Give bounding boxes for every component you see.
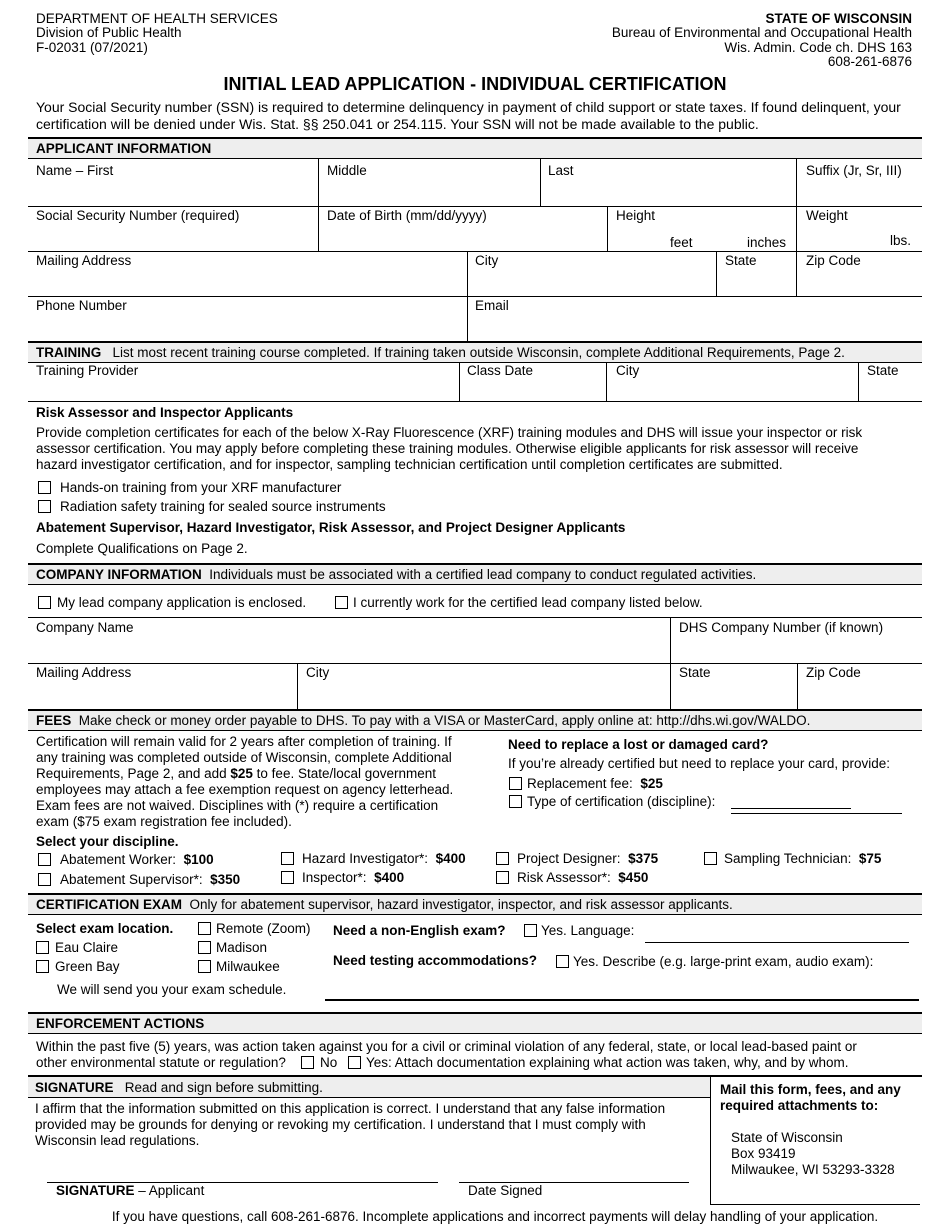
abatement-worker-label: Abatement Worker: $100 xyxy=(60,852,214,867)
qualifications-note: Complete Qualifications on Page 2. xyxy=(36,541,248,556)
radiation-safety-checkbox[interactable] xyxy=(38,500,51,513)
company-note: Individuals must be associated with a certified lead company to conduct regulated activities. xyxy=(209,567,757,582)
divider xyxy=(318,159,319,251)
replacement-fee-checkbox[interactable] xyxy=(509,777,522,790)
risk-inspector-para-line-3: hazard investigator certification, and for inspector, sampling technician certification until completion certificates are submitted. xyxy=(36,457,783,472)
replace-card-heading: Need to replace a lost or damaged card? xyxy=(508,737,769,752)
fees-heading: FEES xyxy=(36,713,72,728)
company-state-label: State xyxy=(679,665,711,680)
signature-note: Read and sign before submitting. xyxy=(124,1080,323,1095)
milwaukee-checkbox[interactable] xyxy=(198,960,211,973)
mail-heading-line-2: required attachments to: xyxy=(720,1098,879,1113)
abatement-supervisor-label: Abatement Supervisor*: $350 xyxy=(60,872,241,887)
applicant-section-header xyxy=(28,137,922,159)
accommodations-question: Need testing accommodations? xyxy=(333,953,538,968)
xrf-hands-on-label: Hands-on training from your XRF manufacturer xyxy=(60,480,342,495)
select-discipline-heading: Select your discipline. xyxy=(36,834,179,849)
certification-type-label: Type of certification (discipline): xyxy=(527,794,716,809)
currently-work-label: I currently work for the certified lead company listed below. xyxy=(353,595,703,610)
fees-para-line-2: any training was completed outside of Wisconsin, complete Additional xyxy=(36,750,452,765)
replacement-fee-label: Replacement fee: $25 xyxy=(527,776,663,791)
abatement-worker-checkbox[interactable] xyxy=(38,853,51,866)
enforcement-yes-checkbox[interactable] xyxy=(348,1056,361,1069)
admin-code: Wis. Admin. Code ch. DHS 163 xyxy=(724,40,912,55)
mail-address-line-3: Milwaukee, WI 53293-3328 xyxy=(731,1162,895,1177)
green-bay-label: Green Bay xyxy=(55,959,120,974)
eau-claire-checkbox[interactable] xyxy=(36,941,49,954)
department-name: DEPARTMENT OF HEALTH SERVICES xyxy=(36,11,278,26)
remote-zoom-label: Remote (Zoom) xyxy=(216,921,311,936)
divider xyxy=(716,251,717,296)
bureau-name: Bureau of Environmental and Occupational Health xyxy=(611,25,912,40)
training-heading: TRAINING xyxy=(36,345,102,360)
training-state-label: State xyxy=(867,363,899,378)
mail-address-line-2: Box 93419 xyxy=(731,1146,796,1161)
divider xyxy=(28,401,922,402)
company-name-label: Company Name xyxy=(36,620,134,635)
risk-inspector-heading: Risk Assessor and Inspector Applicants xyxy=(36,405,294,420)
divider xyxy=(28,251,922,252)
training-city-label: City xyxy=(616,363,640,378)
divider xyxy=(28,617,922,618)
feet-label: feet xyxy=(670,235,693,250)
exam-section-header xyxy=(28,893,922,915)
accommodations-yes-checkbox[interactable] xyxy=(556,955,569,968)
phone-label: Phone Number xyxy=(36,298,127,313)
first-name-label: Name – First xyxy=(36,163,114,178)
exam-note: Only for abatement supervisor, hazard investigator, inspector, and risk assessor applicants. xyxy=(189,897,733,912)
mail-address-line-1: State of Wisconsin xyxy=(731,1130,843,1145)
enforcement-section-header xyxy=(28,1012,922,1034)
state-label: State xyxy=(725,253,757,268)
company-zip-label: Zip Code xyxy=(806,665,861,680)
dhs-company-number-label: DHS Company Number (if known) xyxy=(679,620,884,635)
enforcement-heading: ENFORCEMENT ACTIONS xyxy=(36,1016,205,1031)
divider xyxy=(606,363,607,401)
header-phone: 608-261-6876 xyxy=(827,54,912,69)
risk-inspector-para-line-1: Provide completion certificates for each of the below X-Ray Fluorescence (XRF) training modules and DHS will issue your inspector or risk xyxy=(36,425,863,440)
last-name-label: Last xyxy=(548,163,574,178)
suffix-label: Suffix (Jr, Sr, III) xyxy=(806,163,902,178)
project-designer-checkbox[interactable] xyxy=(496,852,509,865)
enforcement-question-line-2: other environmental statute or regulation? xyxy=(36,1055,286,1070)
hazard-investigator-label: Hazard Investigator*: $400 xyxy=(302,851,466,866)
affirm-line-2: provided may be grounds for denying or revoking my certification. I understand that I must comply with xyxy=(35,1117,646,1132)
middle-name-label: Middle xyxy=(327,163,367,178)
company-application-enclosed-checkbox[interactable] xyxy=(38,596,51,609)
xrf-hands-on-checkbox[interactable] xyxy=(38,481,51,494)
signature-heading: SIGNATURE xyxy=(35,1080,114,1095)
currently-work-checkbox[interactable] xyxy=(335,596,348,609)
divider xyxy=(459,363,460,401)
divider xyxy=(710,1077,711,1204)
sampling-technician-label: Sampling Technician: $75 xyxy=(724,851,882,866)
fees-note: Make check or money order payable to DHS. To pay with a VISA or MasterCard, apply online at: http://dhs.wi.gov/WALDO. xyxy=(78,713,811,728)
fees-section-header xyxy=(28,709,922,731)
hazard-investigator-checkbox[interactable] xyxy=(281,852,294,865)
affirm-line-3: Wisconsin lead regulations. xyxy=(35,1133,200,1148)
mail-heading-line-1: Mail this form, fees, and any xyxy=(720,1082,901,1097)
replace-card-note: If you’re already certified but need to replace your card, provide: xyxy=(508,756,890,771)
green-bay-checkbox[interactable] xyxy=(36,960,49,973)
divider xyxy=(28,296,922,297)
fees-para-line-6: exam ($75 exam registration fee included). xyxy=(36,814,292,829)
outside-wi-fee: $25 xyxy=(230,766,253,781)
risk-assessor-label: Risk Assessor*: $450 xyxy=(517,870,649,885)
applicant-heading: APPLICANT INFORMATION xyxy=(36,141,212,156)
divider xyxy=(858,363,859,401)
ssn-notice-line-2: certification will be denied under Wis. Stat. §§ 250.041 or 254.115. Your SSN will not be made available to the public. xyxy=(36,116,759,132)
training-note: List most recent training course completed. If training taken outside Wisconsin, complete Additional Requirements, Page 2. xyxy=(112,345,845,360)
milwaukee-label: Milwaukee xyxy=(216,959,280,974)
city-label: City xyxy=(475,253,499,268)
divider xyxy=(297,663,298,709)
enforcement-no-label: No xyxy=(320,1055,338,1070)
remote-zoom-checkbox[interactable] xyxy=(198,922,211,935)
height-label: Height xyxy=(616,208,656,223)
replacement-fee-amount: $25 xyxy=(640,776,663,791)
accommodations-yes-label: Yes. Describe (e.g. large-print exam, audio exam): xyxy=(573,954,874,969)
divider xyxy=(28,206,922,207)
project-designer-label: Project Designer: $375 xyxy=(517,851,659,866)
certification-type-input[interactable] xyxy=(731,808,851,809)
company-mailing-label: Mailing Address xyxy=(36,665,132,680)
state-name: STATE OF WISCONSIN xyxy=(765,11,912,26)
divider xyxy=(796,159,797,296)
fees-para-line-4: employees may attach a fee exemption request on agency letterhead. xyxy=(36,782,454,797)
company-city-label: City xyxy=(306,665,330,680)
language-input[interactable] xyxy=(645,942,909,943)
eau-claire-label: Eau Claire xyxy=(55,940,119,955)
fees-para-line-1: Certification will remain valid for 2 years after completion of training. If xyxy=(36,734,452,749)
dob-label: Date of Birth (mm/dd/yyyy) xyxy=(327,208,487,223)
footer-note: If you have questions, call 608-261-6876. Incomplete applications and incorrect payments will delay handling of your application. xyxy=(111,1209,879,1224)
training-provider-label: Training Provider xyxy=(36,363,139,378)
non-english-question: Need a non-English exam? xyxy=(333,923,506,938)
divider xyxy=(607,206,608,251)
fees-para-line-3: Requirements, Page 2, and add $25 to fee. State/local government xyxy=(36,766,437,781)
exam-schedule-note: We will send you your exam schedule. xyxy=(57,982,287,997)
signature-applicant-label: SIGNATURE – Applicant xyxy=(56,1183,205,1198)
exam-location-heading: Select exam location. xyxy=(36,921,174,936)
company-section-header xyxy=(28,563,922,585)
email-label: Email xyxy=(475,298,509,313)
divider xyxy=(797,663,798,709)
company-application-enclosed-label: My lead company application is enclosed. xyxy=(57,595,307,610)
page-title: INITIAL LEAD APPLICATION - INDIVIDUAL CERTIFICATION xyxy=(223,74,727,94)
mailing-address-label: Mailing Address xyxy=(36,253,132,268)
madison-checkbox[interactable] xyxy=(198,941,211,954)
inspector-label: Inspector*: $400 xyxy=(302,870,405,885)
sampling-technician-checkbox[interactable] xyxy=(704,852,717,865)
weight-label: Weight xyxy=(806,208,848,223)
enforcement-question-line-1: Within the past five (5) years, was action taken against you for a civil or criminal violation of any federal, state, or local lead-based paint or xyxy=(36,1039,857,1054)
divider xyxy=(710,1204,920,1205)
madison-label: Madison xyxy=(216,940,268,955)
ssn-label: Social Security Number (required) xyxy=(36,208,240,223)
training-section-header xyxy=(28,341,922,363)
divider xyxy=(731,813,902,814)
abatement-supervisor-checkbox[interactable] xyxy=(38,873,51,886)
abatement-applicants-heading: Abatement Supervisor, Hazard Investigator, Risk Assessor, and Project Designer Applicants xyxy=(36,520,626,535)
enforcement-no-checkbox[interactable] xyxy=(301,1056,314,1069)
inches-label: inches xyxy=(747,235,787,250)
non-english-yes-checkbox[interactable] xyxy=(524,924,537,937)
divider xyxy=(540,159,541,206)
risk-inspector-para-line-2: assessor certification. You may apply before completing these training modules. Otherwise eligible applicants for risk assessor will receive xyxy=(36,441,859,456)
date-signed-label: Date Signed xyxy=(468,1183,543,1198)
inspector-checkbox[interactable] xyxy=(281,871,294,884)
non-english-yes-label: Yes. Language: xyxy=(541,923,635,938)
exam-heading: CERTIFICATION EXAM xyxy=(36,897,182,912)
risk-assessor-checkbox[interactable] xyxy=(496,871,509,884)
form-id: F-02031 (07/2021) xyxy=(36,40,148,55)
class-date-label: Class Date xyxy=(467,363,534,378)
fees-para-line-5: Exam fees are not waived. Disciplines with (*) require a certification xyxy=(36,798,439,813)
zip-label: Zip Code xyxy=(806,253,861,268)
company-heading: COMPANY INFORMATION xyxy=(36,567,202,582)
affirm-line-1: I affirm that the information submitted on this application is correct. I understand that any false information xyxy=(35,1101,666,1116)
certification-type-checkbox[interactable] xyxy=(509,795,522,808)
accommodations-input[interactable] xyxy=(325,999,919,1001)
divider xyxy=(28,663,922,664)
division-name: Division of Public Health xyxy=(36,25,182,40)
lbs-label: lbs. xyxy=(890,233,912,248)
enforcement-yes-label: Yes: Attach documentation explaining what action was taken, why, and by whom. xyxy=(366,1055,849,1070)
signature-section-header xyxy=(28,1077,710,1098)
ssn-notice-line-1: Your Social Security number (SSN) is required to determine delinquency in payment of child support or state taxes. If found delinquent, your xyxy=(36,99,901,115)
radiation-safety-label: Radiation safety training for sealed source instruments xyxy=(60,499,386,514)
